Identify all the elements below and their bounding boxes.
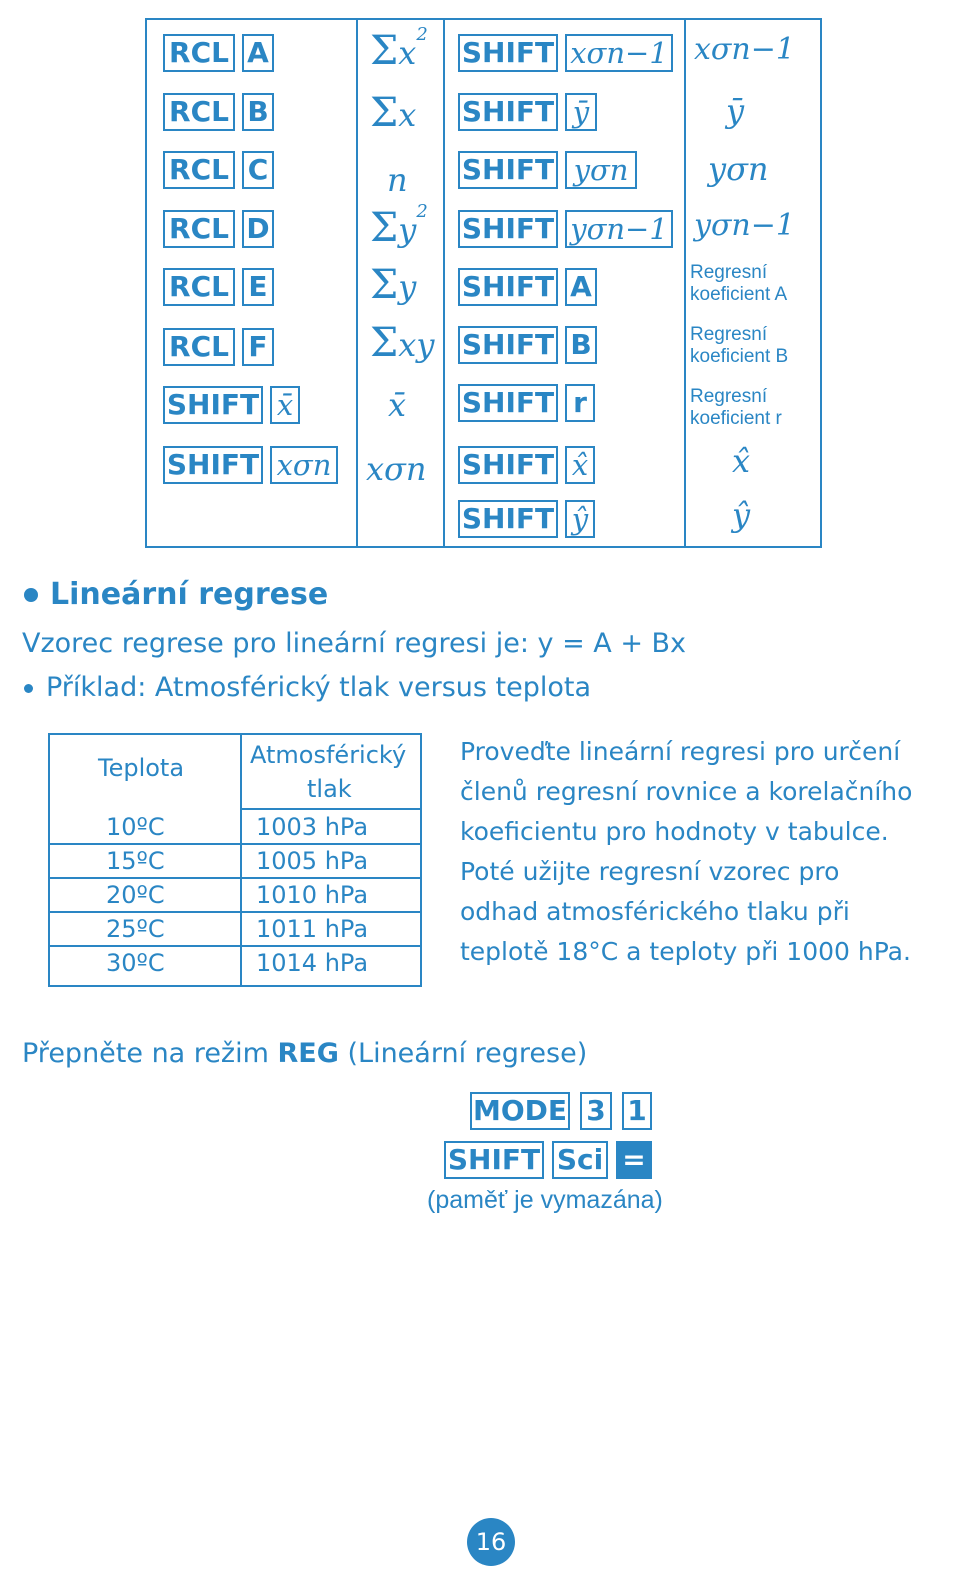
rcl-key: RCL bbox=[163, 151, 235, 189]
shift-key: SHIFT bbox=[163, 446, 263, 484]
rcl-key: RCL bbox=[163, 210, 235, 248]
table-divider bbox=[48, 945, 422, 947]
n-symbol: n bbox=[387, 161, 408, 199]
temp-cell: 15ºC bbox=[106, 847, 165, 875]
bullet-icon bbox=[24, 588, 38, 602]
temp-cell: 20ºC bbox=[106, 881, 165, 909]
instructions-paragraph bbox=[460, 732, 912, 972]
table-border bbox=[684, 18, 686, 548]
letter-key: F bbox=[242, 328, 274, 366]
table-border bbox=[356, 18, 358, 548]
pressure-cell: 1010 hPa bbox=[256, 881, 369, 909]
result-symbol: ȳ bbox=[726, 92, 745, 130]
shift-key: SHIFT bbox=[458, 93, 558, 131]
letter-key: C bbox=[242, 151, 274, 189]
section-title: Lineární regrese bbox=[50, 577, 329, 612]
function-key: xσn bbox=[270, 446, 338, 484]
shift-key: SHIFT bbox=[444, 1141, 544, 1179]
mode-prefix: Přepněte na režim bbox=[22, 1038, 278, 1069]
temp-cell: 25ºC bbox=[106, 915, 165, 943]
shift-key: SHIFT bbox=[458, 268, 558, 306]
result-description: Regresní koeficient A bbox=[690, 262, 788, 305]
letter-key: D bbox=[242, 210, 274, 248]
rcl-key: RCL bbox=[163, 34, 235, 72]
table-divider bbox=[240, 808, 422, 810]
function-key: r bbox=[565, 384, 595, 422]
result-symbol: xσn−1 bbox=[694, 32, 795, 67]
result-description: Regresní koeficient r bbox=[690, 386, 782, 429]
table-border bbox=[145, 546, 822, 548]
result-description: Regresní koeficient B bbox=[690, 324, 789, 367]
shift-key: SHIFT bbox=[458, 34, 558, 72]
rcl-key: RCL bbox=[163, 268, 235, 306]
function-key: yσn bbox=[565, 151, 637, 189]
result-symbol: ŷ bbox=[732, 496, 751, 534]
formula-line: Vzorec regrese pro lineární regresi je: y = A + Bx bbox=[22, 628, 687, 659]
shift-key: SHIFT bbox=[458, 500, 558, 538]
header-pressure: tlak bbox=[307, 775, 352, 803]
sci-key: Sci bbox=[552, 1141, 608, 1179]
function-key: B bbox=[565, 326, 597, 364]
sum-symbol: Σy bbox=[370, 262, 417, 308]
digit-key: 1 bbox=[622, 1092, 652, 1130]
function-key: yσn−1 bbox=[565, 210, 673, 248]
xsn-symbol: xσn bbox=[366, 450, 427, 488]
letter-key: A bbox=[242, 34, 274, 72]
result-symbol: yσn bbox=[708, 150, 769, 188]
pressure-cell: 1003 hPa bbox=[256, 813, 369, 841]
table-divider bbox=[240, 733, 242, 987]
shift-key: SHIFT bbox=[458, 384, 558, 422]
pressure-cell: 1011 hPa bbox=[256, 915, 369, 943]
instruction-line: teplotě 18°C a teploty při 1000 hPa. bbox=[460, 937, 911, 966]
letter-key: E bbox=[242, 268, 274, 306]
shift-key: SHIFT bbox=[458, 326, 558, 364]
header-temperature: Teplota bbox=[98, 754, 185, 782]
table-divider bbox=[48, 843, 422, 845]
sum-symbol: $\Sigma x^2$ bbox=[370, 24, 428, 74]
memory-cleared-note: (paměť je vymazána) bbox=[427, 1186, 663, 1214]
rcl-key: RCL bbox=[163, 328, 235, 366]
sum-symbol: $\Sigma y^2$ bbox=[370, 201, 428, 251]
digit-key: 3 bbox=[580, 1092, 612, 1130]
instruction-line: koeficientu pro hodnoty v tabulce. bbox=[460, 817, 889, 846]
table-divider bbox=[48, 877, 422, 879]
shift-key: SHIFT bbox=[163, 386, 263, 424]
table-border bbox=[443, 18, 445, 548]
page-number: 16 bbox=[467, 1518, 515, 1566]
table-divider bbox=[48, 911, 422, 913]
letter-key: B bbox=[242, 93, 274, 131]
result-symbol: yσn−1 bbox=[694, 208, 795, 243]
temp-cell: 10ºC bbox=[106, 813, 165, 841]
instruction-line: členů regresní rovnice a korelačního bbox=[460, 777, 913, 806]
instruction-line: odhad atmosférického tlaku při bbox=[460, 897, 850, 926]
function-key: x̂ bbox=[565, 446, 595, 484]
function-key: ŷ bbox=[565, 500, 595, 538]
instruction-line: Proveďte lineární regresi pro určení bbox=[460, 737, 901, 766]
table-border bbox=[145, 18, 147, 548]
example-line: Příklad: Atmosférický tlak versus teplota bbox=[46, 672, 592, 703]
table-border bbox=[145, 18, 822, 20]
sum-symbol: Σx bbox=[370, 90, 417, 136]
pressure-cell: 1014 hPa bbox=[256, 949, 369, 977]
mode-switch-line bbox=[22, 1038, 587, 1069]
shift-key: SHIFT bbox=[458, 210, 558, 248]
mode-suffix: (Lineární regrese) bbox=[338, 1038, 588, 1069]
shift-key: SHIFT bbox=[458, 446, 558, 484]
pressure-cell: 1005 hPa bbox=[256, 847, 369, 875]
mean-symbol: x̄ bbox=[388, 386, 407, 424]
sum-symbol: Σxy bbox=[370, 320, 435, 366]
header-pressure: Atmosférický bbox=[250, 741, 407, 769]
rcl-key: RCL bbox=[163, 93, 235, 131]
temp-cell: 30ºC bbox=[106, 949, 165, 977]
result-symbol: x̂ bbox=[732, 442, 751, 480]
table-border bbox=[820, 18, 822, 548]
equals-key: = bbox=[616, 1141, 652, 1179]
function-key: xσn−1 bbox=[565, 34, 673, 72]
instruction-line: Poté užijte regresní vzorec pro bbox=[460, 857, 840, 886]
shift-key: SHIFT bbox=[458, 151, 558, 189]
function-key: A bbox=[565, 268, 597, 306]
function-key: x̄ bbox=[270, 386, 300, 424]
function-key: ȳ bbox=[565, 93, 597, 131]
mode-key: MODE bbox=[470, 1092, 570, 1130]
bullet-icon bbox=[24, 684, 33, 693]
mode-name: REG bbox=[277, 1038, 339, 1069]
